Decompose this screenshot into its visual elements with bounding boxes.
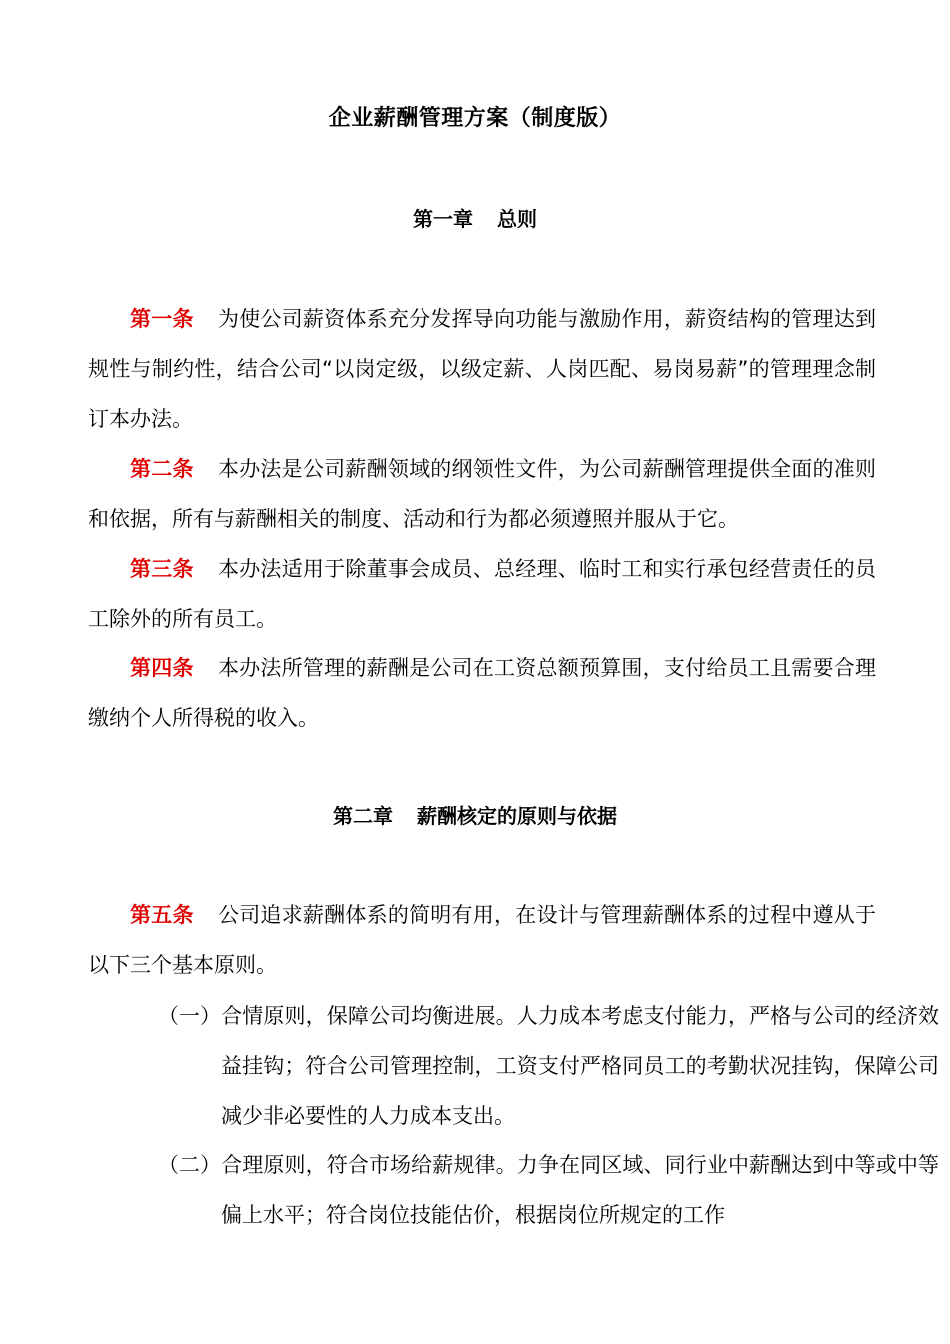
chapter-heading-2: [0, 801, 950, 831]
item-text: 合情原则，保障公司均衡进展。人力成本考虑支付能力，严格与公司的经济效益挂钩；符合公司管理控制，工资支付严格同员工的考勤状况挂钩，保障公司减少非必要性的人力成本支出。: [221, 1004, 939, 1128]
article-label: 第四条: [130, 656, 194, 680]
item-number: （一）: [158, 1004, 221, 1028]
principle-item-2: [158, 1140, 939, 1240]
article-1: [88, 294, 876, 444]
article-label: 第五条: [130, 903, 194, 927]
chapter-number: 第二章: [333, 804, 393, 828]
chapter-number: 第一章: [413, 207, 473, 231]
article-4: [88, 643, 876, 743]
article-label: 第二条: [130, 457, 194, 481]
article-text: 本办法所管理的薪酬是公司在工资总额预算围，支付给员工且需要合理缴纳个人所得税的收入。: [88, 656, 877, 730]
article-label: 第三条: [130, 557, 194, 581]
article-2: [88, 444, 876, 544]
article-text: 本办法是公司薪酬领域的纲领性文件，为公司薪酬管理提供全面的准则和依据，所有与薪酬相关的制度、活动和行为都必须遵照并服从于它。: [88, 457, 877, 531]
article-text: 本办法适用于除董事会成员、总经理、临时工和实行承包经营责任的员工除外的所有员工。: [88, 557, 877, 631]
article-5: [88, 890, 876, 990]
item-text: 合理原则，符合市场给薪规律。力争在同区域、同行业中薪酬达到中等或中等偏上水平；符合岗位技能估价，根据岗位所规定的工作: [221, 1153, 939, 1227]
chapter-name: 总则: [497, 207, 537, 231]
article-3: [88, 544, 876, 644]
chapter-name: 薪酬核定的原则与依据: [417, 804, 617, 828]
article-text: 为使公司薪资体系充分发挥导向功能与激励作用，薪资结构的管理达到规性与制约性，结合公司“以岗定级，以级定薪、人岗匹配、易岗易薪”的管理理念制订本办法。: [88, 307, 877, 431]
chapter-heading-1: [0, 204, 950, 234]
article-text: 公司追求薪酬体系的简明有用，在设计与管理薪酬体系的过程中遵从于以下三个基本原则。: [88, 903, 877, 977]
document-title: 企业薪酬管理方案（制度版）: [328, 106, 622, 131]
item-number: （二）: [158, 1153, 221, 1177]
article-label: 第一条: [130, 307, 194, 331]
principle-item-1: [158, 991, 939, 1141]
